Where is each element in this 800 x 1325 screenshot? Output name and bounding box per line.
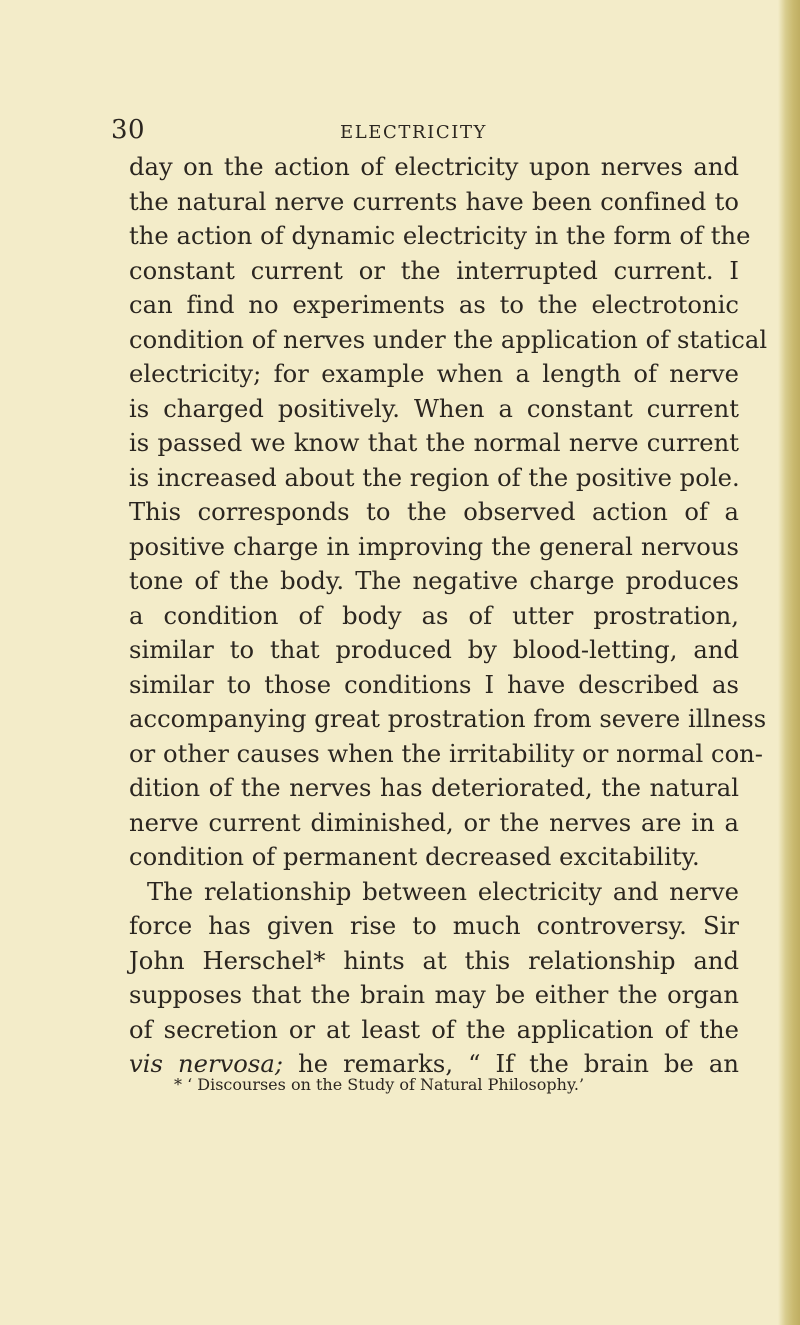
text-line: similar to those conditions I have described as [129,670,739,699]
running-head: ELECTRICITY [340,122,488,143]
footnote: * ‘ Discourses on the Study of Natural Philosophy.’ [174,1075,585,1094]
page-number: 30 [111,115,146,145]
text-line: force has given rise to much controversy. Sir [129,912,739,940]
text-line: is increased about the region of the positive pole. [129,463,740,492]
text-line: nerve current diminished, or the nerves are in a [129,808,739,837]
text-line: day on the action of electricity upon nerves and [129,153,739,181]
text-line: positive charge in improving the general nervous [129,532,739,561]
text-line: electricity; for example when a length of nerve [129,360,739,388]
text-line: John Herschel* hints at this relationship and [129,946,739,975]
text-line: This corresponds to the observed action of a [129,498,739,526]
body-text [129,150,768,1082]
text-line: condition of nerves under the application of statical [129,325,768,354]
text-line: accompanying great prostration from severe illness [129,705,767,733]
text-line: can find no experiments as to the electrotonic [129,291,739,319]
text-line: the natural nerve currents have been confined to [129,187,739,216]
text-line: is passed we know that the normal nerve current [129,429,739,457]
page-edge-shadow [778,0,800,1325]
text-line: the action of dynamic electricity in the form of the [129,222,751,250]
text-line: The relationship between electricity and nerve [147,877,739,906]
text-line: supposes that the brain may be either the organ [129,981,739,1009]
text-line: condition of permanent decreased excitability. [129,843,700,871]
text-line: similar to that produced by blood-letting, and [129,636,739,664]
italic-phrase: vis nervosa; [129,1050,284,1078]
text-line: dition of the nerves has deteriorated, the natural [129,774,739,802]
text-line: or other causes when the irritability or normal con- [129,739,764,768]
line-remainder: he remarks, “ If the brain be an [283,1050,740,1078]
text-line: of secretion or at least of the application of the [129,1015,739,1044]
text-line: a condition of body as of utter prostration, [129,601,739,630]
text-line: constant current or the interrupted current. I [129,256,739,285]
text-line: tone of the body. The negative charge produces [129,567,739,595]
text-line: is charged positively. When a constant current [129,394,739,423]
